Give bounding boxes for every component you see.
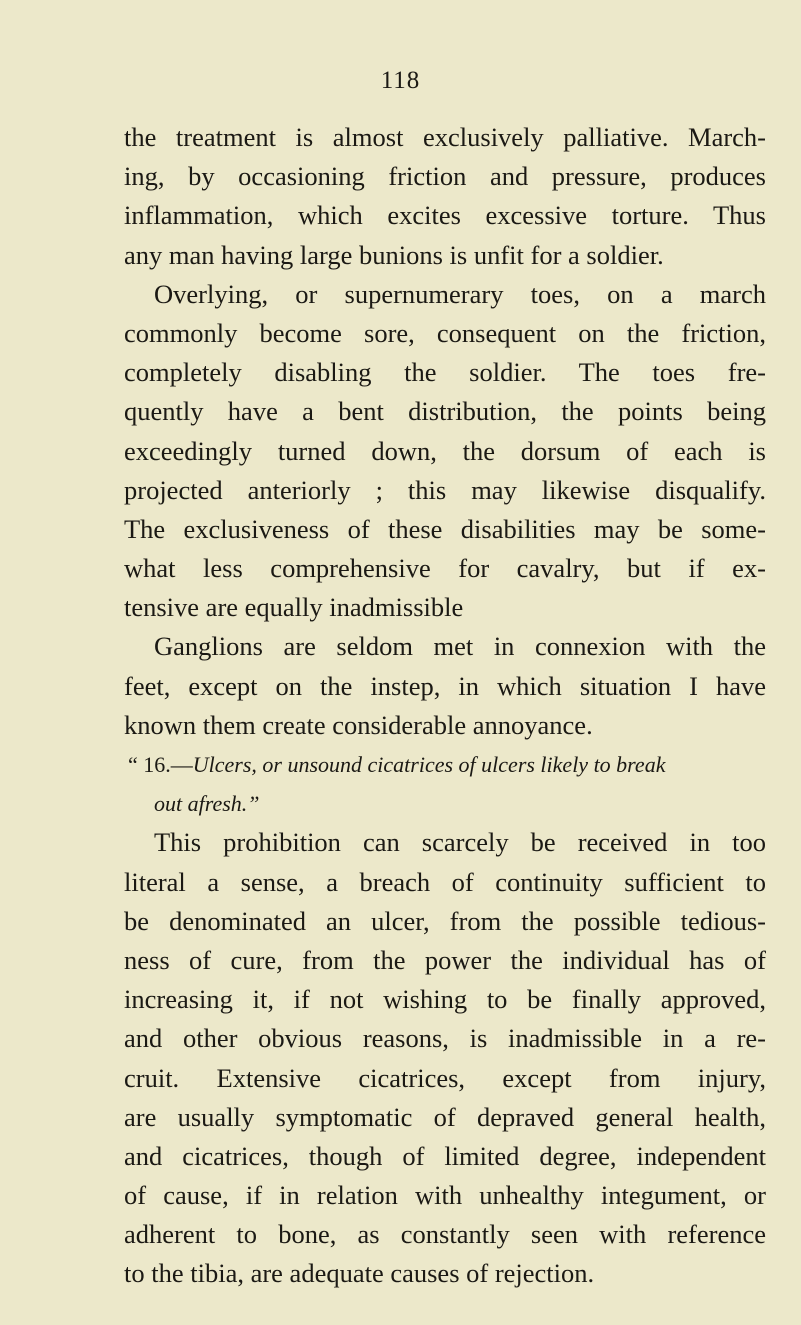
text-line: exceedingly turned down, the dorsum of each is [124,435,766,466]
text-line: of cause, if in relation with unhealthy integument, or [124,1180,766,1211]
heading-number: “ 16.— [128,752,193,777]
text-line: and cicatrices, though of limited degree, independent [124,1140,766,1171]
text-line: Ganglions are seldom met in connexion with the [154,631,766,662]
text-line: ness of cure, from the power the individual has of [124,944,766,975]
section-heading-16 [124,745,766,823]
text-line: tensive are equally inadmissible [124,592,464,623]
text-line: feet, except on the instep, in which situation I have [124,670,766,701]
text-line: projected anteriorly ; this may likewise disqualify. [124,474,766,505]
text-line: what less comprehensive for cavalry, but if ex- [124,553,766,584]
text-line: and other obvious reasons, is inadmissible in a re- [124,1023,766,1054]
text-line: known them create considerable annoyance. [124,709,593,740]
text-line: to the tibia, are adequate causes of rejection. [124,1258,595,1289]
text-line: cruit. Extensive cicatrices, except from injury, [124,1062,766,1093]
text-line: the treatment is almost exclusively palliative. March- [124,122,766,152]
text-line: quently have a bent distribution, the points being [124,396,766,427]
text-line: any man having large bunions is unfit for a soldier. [124,239,664,270]
text-line: Overlying, or supernumerary toes, on a march [154,278,766,309]
text-line: commonly become sore, consequent on the friction, [124,317,766,348]
text-line: This prohibition can scarcely be received in too [154,827,766,858]
paragraph-ganglions [124,627,766,745]
text-line: are usually symptomatic of depraved general health, [124,1101,766,1132]
text-line: ing, by occasioning friction and pressure, produces [124,161,766,192]
text-line: increasing it, if not wishing to be finally approved, [124,984,766,1015]
text-line: be denominated an ulcer, from the possible tedious- [124,905,766,936]
heading-line: out afresh.” [154,791,260,817]
text-line: The exclusiveness of these disabilities may be some- [124,513,766,544]
heading-line [124,745,766,784]
text-line: completely disabling the soldier. The toes fre- [124,357,766,388]
page-number: 118 [380,67,421,94]
heading-title: Ulcers, or unsound cicatrices of ulcers likely to break [192,752,666,777]
text-line: inflammation, which excites excessive torture. Thus [124,200,766,231]
text-line: adherent to bone, as constantly seen with reference [124,1219,766,1250]
paragraph-bunions [124,118,766,275]
paragraph-overlying-toes [124,275,766,628]
paragraph-ulcers [124,823,766,1293]
page-body [124,118,766,1294]
text-line: literal a sense, a breach of continuity sufficient to [124,866,766,897]
